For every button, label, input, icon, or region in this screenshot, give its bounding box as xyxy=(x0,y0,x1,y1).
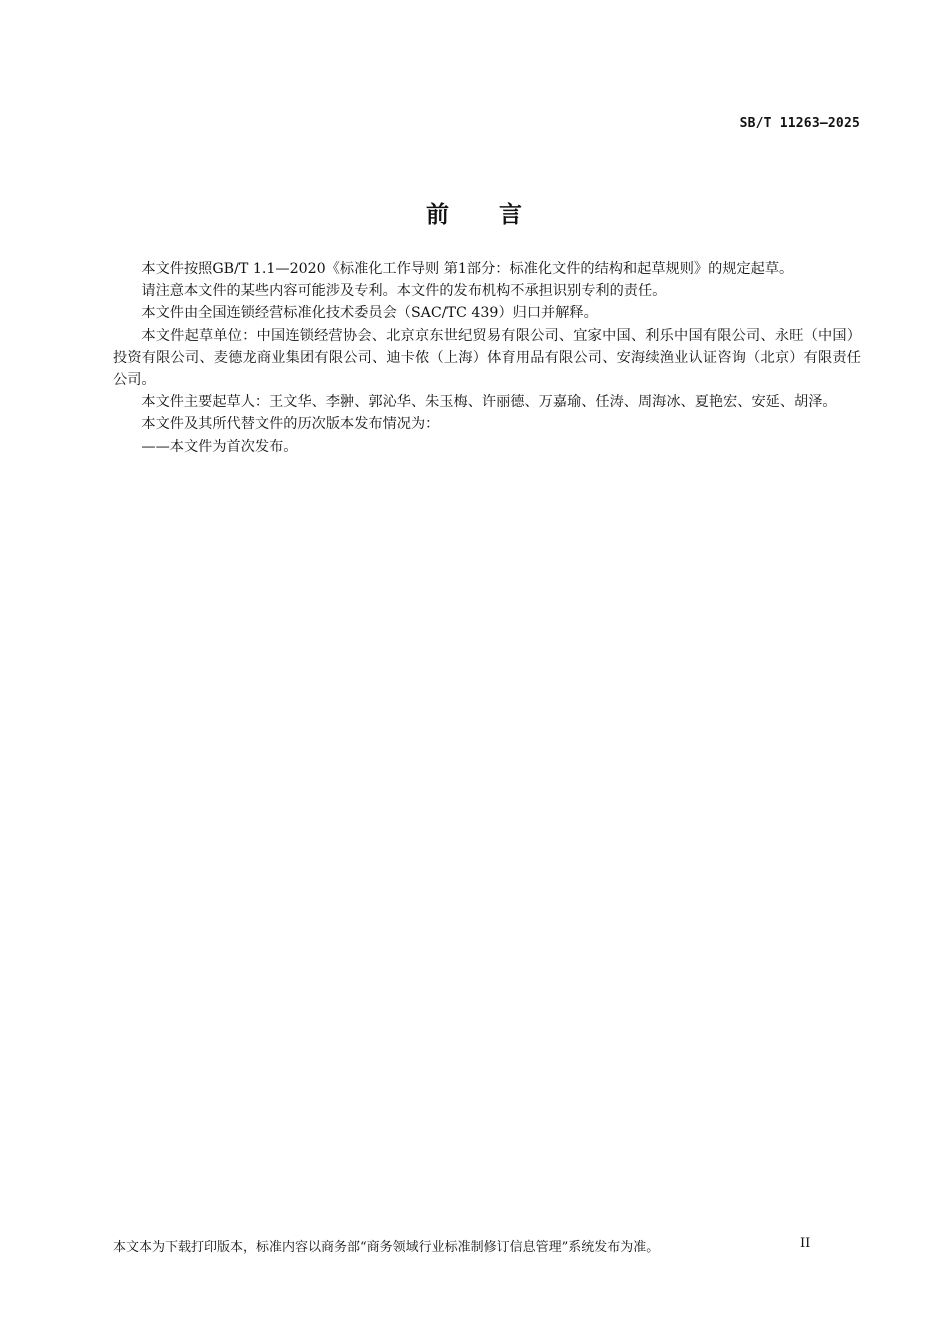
document-code: SB/T 11263—2025 xyxy=(739,116,860,131)
paragraph-drafting-units: 本文件起草单位：中国连锁经营协会、北京京东世纪贸易有限公司、宜家中国、利乐中国有限公司、永旺（中国）投资有限公司、麦德龙商业集团有限公司、迪卡侬（上海）体育用品有限公司、安海续渔业认证咨询（北京）有限责任公司。 xyxy=(113,327,861,389)
title-char-2: 言 xyxy=(499,202,524,228)
page-number: II xyxy=(800,1236,811,1251)
paragraph-version-history: 本文件及其所代替文件的历次版本发布情况为： xyxy=(141,416,440,433)
paragraph-drafters: 本文件主要起草人：王文华、李翀、郭沁华、朱玉梅、许丽德、万嘉瑜、任涛、周海冰、夏艳宏、安延、胡泽。 xyxy=(141,394,837,411)
footer-note: 本文本为下载打印版本，标准内容以商务部“商务领域行业标准制修订信息管理”系统发布为准。 xyxy=(113,1240,660,1255)
paragraph-committee: 本文件由全国连锁经营标准化技术委员会（SAC/TC 439）归口并解释。 xyxy=(141,305,598,322)
title-char-1: 前 xyxy=(426,202,451,228)
paragraph-patent-notice: 请注意本文件的某些内容可能涉及专利。本文件的发布机构不承担识别专利的责任。 xyxy=(141,283,667,300)
paragraph-drafting-rules: 本文件按照GB/T 1.1—2020《标准化工作导则 第1部分：标准化文件的结构和起草规则》的规定起草。 xyxy=(141,261,794,277)
body-text xyxy=(113,258,861,458)
page-title xyxy=(0,196,950,229)
paragraph-first-release: ——本文件为首次发布。 xyxy=(141,438,298,455)
